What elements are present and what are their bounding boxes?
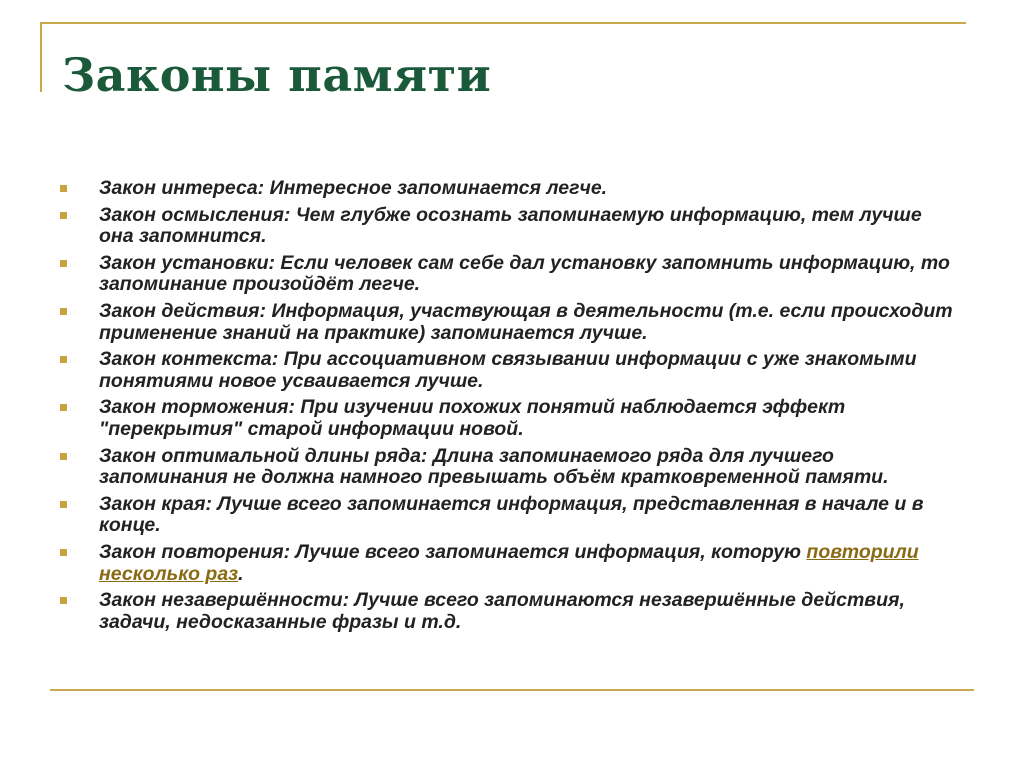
square-bullet-icon [60,260,67,267]
law-text: Закон повторения: Лучше всего запоминается информация, которую [99,541,807,563]
square-bullet-icon [60,212,67,219]
list-item [60,205,960,248]
law-text: Закон интереса: Интересное запоминается легче. [99,177,608,199]
list-item [60,446,960,489]
law-text: Закон осмысления: Чем глубже осознать запоминаемую информацию, тем лучше она запомнится. [99,203,922,248]
list-item [60,542,960,585]
list-item [60,301,960,344]
slide-title: Законы памяти [62,48,492,102]
list-item [60,397,960,440]
list-item [60,590,960,633]
law-text-end: . [238,562,244,585]
square-bullet-icon [60,356,67,363]
law-text: Закон установки: Если человек сам себе дал установку запомнить информацию, то запоминание произойдёт легче. [99,251,950,296]
list-item [60,494,960,537]
square-bullet-icon [60,185,67,192]
square-bullet-icon [60,308,67,315]
laws-list [60,178,960,638]
list-item [60,349,960,392]
top-divider [40,22,966,24]
law-text: Закон действия: Информация, участвующая в деятельности (т.е. если происходит применение знаний на практике) запоминается лучше. [99,300,953,344]
bottom-divider [50,689,974,691]
left-divider [40,22,42,92]
square-bullet-icon [60,597,67,604]
law-text: Закон края: Лучше всего запоминается информация, представленная в начале и в конце. [99,492,924,537]
square-bullet-icon [60,453,67,460]
square-bullet-icon [60,501,67,508]
law-text: Закон контекста: При ассоциативном связывании информации с уже знакомыми понятиями новое усваивается лучше. [99,348,917,392]
law-text: Закон торможения: При изучении похожих понятий наблюдается эффект "перекрытия" старой информации новой. [99,396,846,440]
law-text: Закон оптимальной длины ряда: Длина запоминаемого ряда для лучшего запоминания не должна намного превышать объём кратковременной памяти. [99,444,889,489]
law-text: Закон незавершённости: Лучше всего запоминаются незавершённые действия, задачи, недосказанные фразы и т.д. [99,589,905,633]
repetition-link[interactable]: повторили несколько раз [99,541,919,585]
square-bullet-icon [60,549,67,556]
list-item [60,178,960,200]
list-item [60,253,960,296]
square-bullet-icon [60,404,67,411]
